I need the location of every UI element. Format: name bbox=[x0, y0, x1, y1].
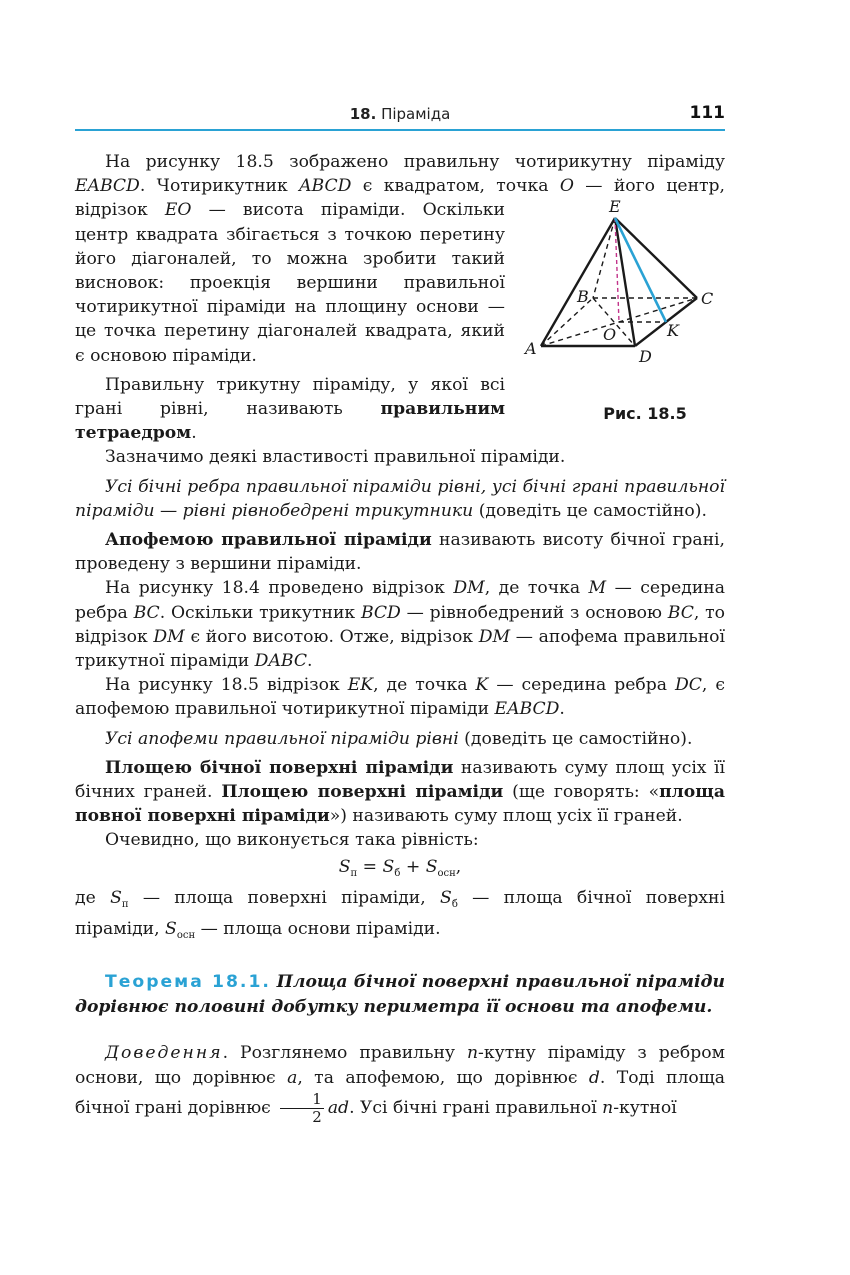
formula-surface: $S_п = S_б + S_{осн}$, bbox=[338, 856, 462, 879]
paragraph-intro: На рисунку 18.5 зображено правильну чотирикутну піраміду EABCD. Чотирикутник ABCD є квадратом, точка O — його центр, відрізок E B C O K A D Рис. 18.5 EO — висота піраміди. Оскільки центр квадрата збігається з точкою перетину його діагоналей, то можна зробити такий висновок: проекція вершини правильної чотирикутної піраміди на площину основи — це точка перетину діагоналей квадрата, який є основою піраміди. bbox=[75, 150, 725, 368]
proof-paragraph: Доведення. Розглянемо правильну n-кутну піраміду з ребром основи, що дорівнює a, та апофемою, що дорівнює d. Тоді площа бічної грані дорівнює $\frac{1}{2}$ ad. Усі бічні грані правильної n-кутної bbox=[75, 1042, 725, 1126]
label-a: A bbox=[525, 339, 537, 359]
paragraph-fig-18-5: На рисунку 18.5 відрізок EK, де точка K — середина ребра DC, є апофемою правильної чотирикутної піраміди EABCD. bbox=[75, 675, 726, 720]
label-k: K bbox=[667, 321, 679, 341]
label-e: E bbox=[609, 197, 621, 217]
figure-caption: Рис. 18.5 bbox=[603, 404, 687, 424]
theorem-statement: Площа бічної поверхні правильної піраміди дорівнює половині добутку периметра її основи та апофеми. bbox=[75, 972, 725, 1017]
edge-eb bbox=[593, 218, 615, 298]
paragraph-properties: Зазначимо деякі властивості правильної піраміди. bbox=[105, 447, 566, 468]
pyramid-diagram bbox=[525, 197, 725, 398]
theorem-18-1 bbox=[75, 970, 725, 1018]
label-o: O bbox=[603, 325, 617, 345]
body-text bbox=[75, 150, 725, 1126]
paragraph-equality: Очевидно, що виконується така рівність: bbox=[105, 830, 479, 851]
paragraph-property-edges: Усі бічні ребра правильної піраміди рівні, усі бічні грані правильної піраміди — рівні рівнобедрені трикутники (доведіть це самостійно). bbox=[75, 476, 725, 521]
paragraph-surface-area: Площею бічної поверхні піраміди називають суму площ усіх її бічних граней. Площею поверхні піраміди (ще говорять: «площа повної поверхні піраміди») називають суму площ усіх її граней. bbox=[75, 757, 725, 827]
section-title: 18. Піраміда bbox=[349, 105, 451, 123]
paragraph-apothems-equal: Усі апофеми правильної піраміди рівні (доведіть це самостійно). bbox=[105, 728, 693, 749]
running-header bbox=[75, 103, 725, 131]
paragraph-tetrahedron: Правильну трикутну піраміду, у якої всі грані рівні, називають правильним тетраедром. bbox=[75, 374, 505, 444]
label-b: B bbox=[577, 287, 589, 307]
figure-18-5 bbox=[525, 197, 725, 438]
edge-ec bbox=[615, 218, 697, 298]
paragraph-fig-18-4: На рисунку 18.4 проведено відрізок DM, де точка M — середина ребра BC. Оскільки трикутник BCD — рівнобедрений з основою BC, то відрізок DM є його висотою. Отже, відрізок DM — апофема правильної трикутної піраміди DABC. bbox=[75, 578, 725, 672]
label-c: C bbox=[701, 289, 714, 309]
theorem-label: Теорема 18.1. bbox=[105, 972, 271, 993]
page-number: 111 bbox=[689, 103, 725, 123]
fraction-one-half: $\frac{1}{2}$ bbox=[280, 1091, 324, 1126]
label-d: D bbox=[639, 347, 652, 367]
proof-label: Доведення bbox=[105, 1042, 223, 1063]
paragraph-notation: де $S_п$ — площа поверхні піраміди, $S_б$ — площа бічної поверхні піраміди, $S_{осн}$ — площа основи піраміди. bbox=[75, 887, 726, 942]
paragraph-apothem-def: Апофемою правильної піраміди називають висоту бічної грані, проведену з вершини піраміди. bbox=[75, 530, 725, 575]
